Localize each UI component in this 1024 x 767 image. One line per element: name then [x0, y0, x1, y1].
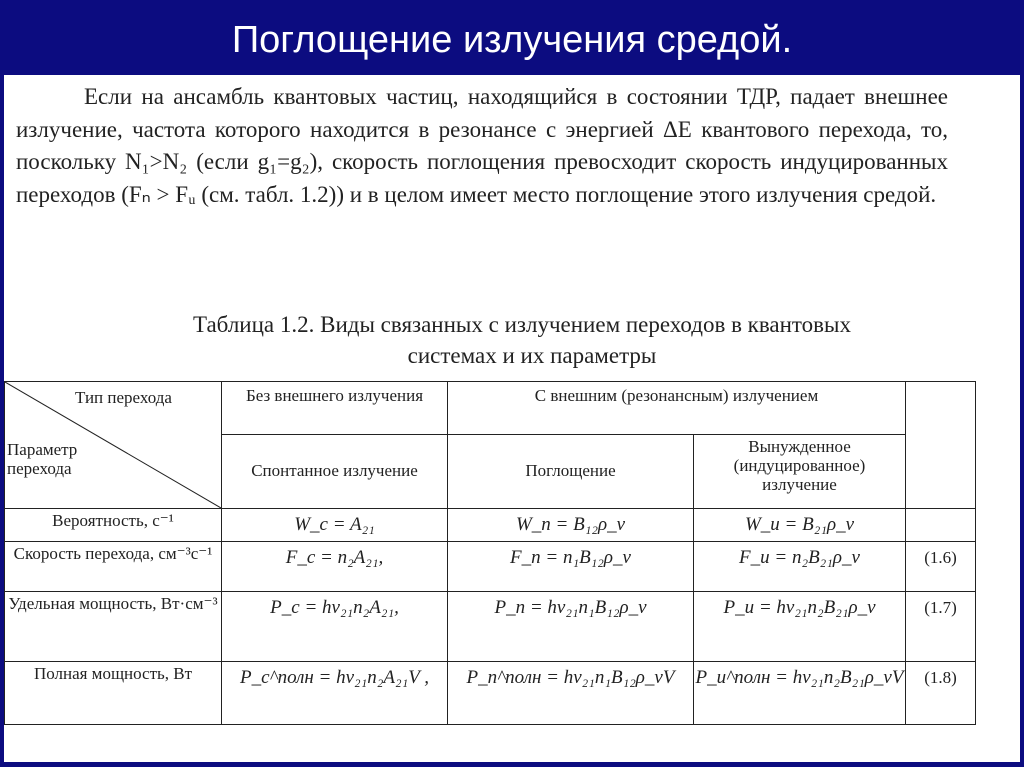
- caption-line-1: Таблица 1.2. Виды связанных с излучением переходов в квантовых: [193, 312, 851, 337]
- corner-header-bottom-2: перехода: [7, 459, 72, 478]
- corner-header-cell: [5, 382, 222, 509]
- corner-header-bottom-1: Параметр: [7, 440, 78, 459]
- table-caption: [4, 309, 1020, 371]
- header-absorption: Поглощение: [448, 435, 694, 509]
- formula-spec-power-spont: P_c = hν₂₁n₂A₂₁,: [222, 592, 448, 662]
- formula-rate-stim: F_u = n₂B₂₁ρ_ν: [694, 542, 906, 592]
- header-spontaneous: Спонтанное излучение: [222, 435, 448, 509]
- formula-rate-absorb: F_n = n₁B₁₂ρ_ν: [448, 542, 694, 592]
- eq-number: (1.7): [906, 592, 976, 662]
- formula-total-power-spont: P_c^полн = hν₂₁n₂A₂₁V ,: [222, 662, 448, 725]
- content-panel: [4, 75, 1020, 762]
- corner-header-bottom: [7, 440, 77, 478]
- header-stimulated: Вынужденное (индуцированное) излучение: [694, 435, 906, 509]
- header-no-external: Без внешнего излучения: [222, 382, 448, 435]
- formula-rate-spont: F_c = n₂A₂₁,: [222, 542, 448, 592]
- row-param-specific-power: Удельная мощность, Вт·см⁻³: [5, 592, 222, 662]
- header-with-external: С внешним (резонансным) излучением: [448, 382, 906, 435]
- eq-number: (1.6): [906, 542, 976, 592]
- eq-number: [906, 509, 976, 542]
- formula-spec-power-absorb: P_n = hν₂₁n₁B₁₂ρ_ν: [448, 592, 694, 662]
- formula-probability-absorb: W_n = B₁₂ρ_ν: [448, 509, 694, 542]
- corner-header-top: Тип перехода: [75, 388, 172, 407]
- formula-probability-stim: W_u = B₂₁ρ_ν: [694, 509, 906, 542]
- formula-total-power-stim: P_u^полн = hν₂₁n₂B₂₁ρ_νV: [694, 662, 906, 725]
- formula-probability-spont: W_c = A₂₁: [222, 509, 448, 542]
- row-param-total-power: Полная мощность, Вт: [5, 662, 222, 725]
- caption-line-2: системах и их параметры: [407, 343, 657, 368]
- row-param-probability: Вероятность, с⁻¹: [5, 509, 222, 542]
- body-paragraph: Если на ансамбль квантовых частиц, находящийся в состоянии ТДР, падает внешнее излучение, частота которого находится в резонансе с энергией ΔE квантового перехода, то, поскольку N₁>N₂ (если g₁=g₂), скорость поглощения превосходит скорость индуцированных переходов (Fₙ > Fᵤ (см. табл. 1.2)) и в целом имеет место поглощение этого излучения средой.: [16, 84, 948, 207]
- formula-spec-power-stim: P_u = hν₂₁n₂B₂₁ρ_ν: [694, 592, 906, 662]
- row-param-rate: Скорость перехода, см⁻³с⁻¹: [5, 542, 222, 592]
- transitions-table: [4, 381, 976, 725]
- slide-title: Поглощение излучения средой.: [231, 19, 793, 61]
- formula-total-power-absorb: P_n^полн = hν₂₁n₁B₁₂ρ_νV: [448, 662, 694, 725]
- eq-number: (1.8): [906, 662, 976, 725]
